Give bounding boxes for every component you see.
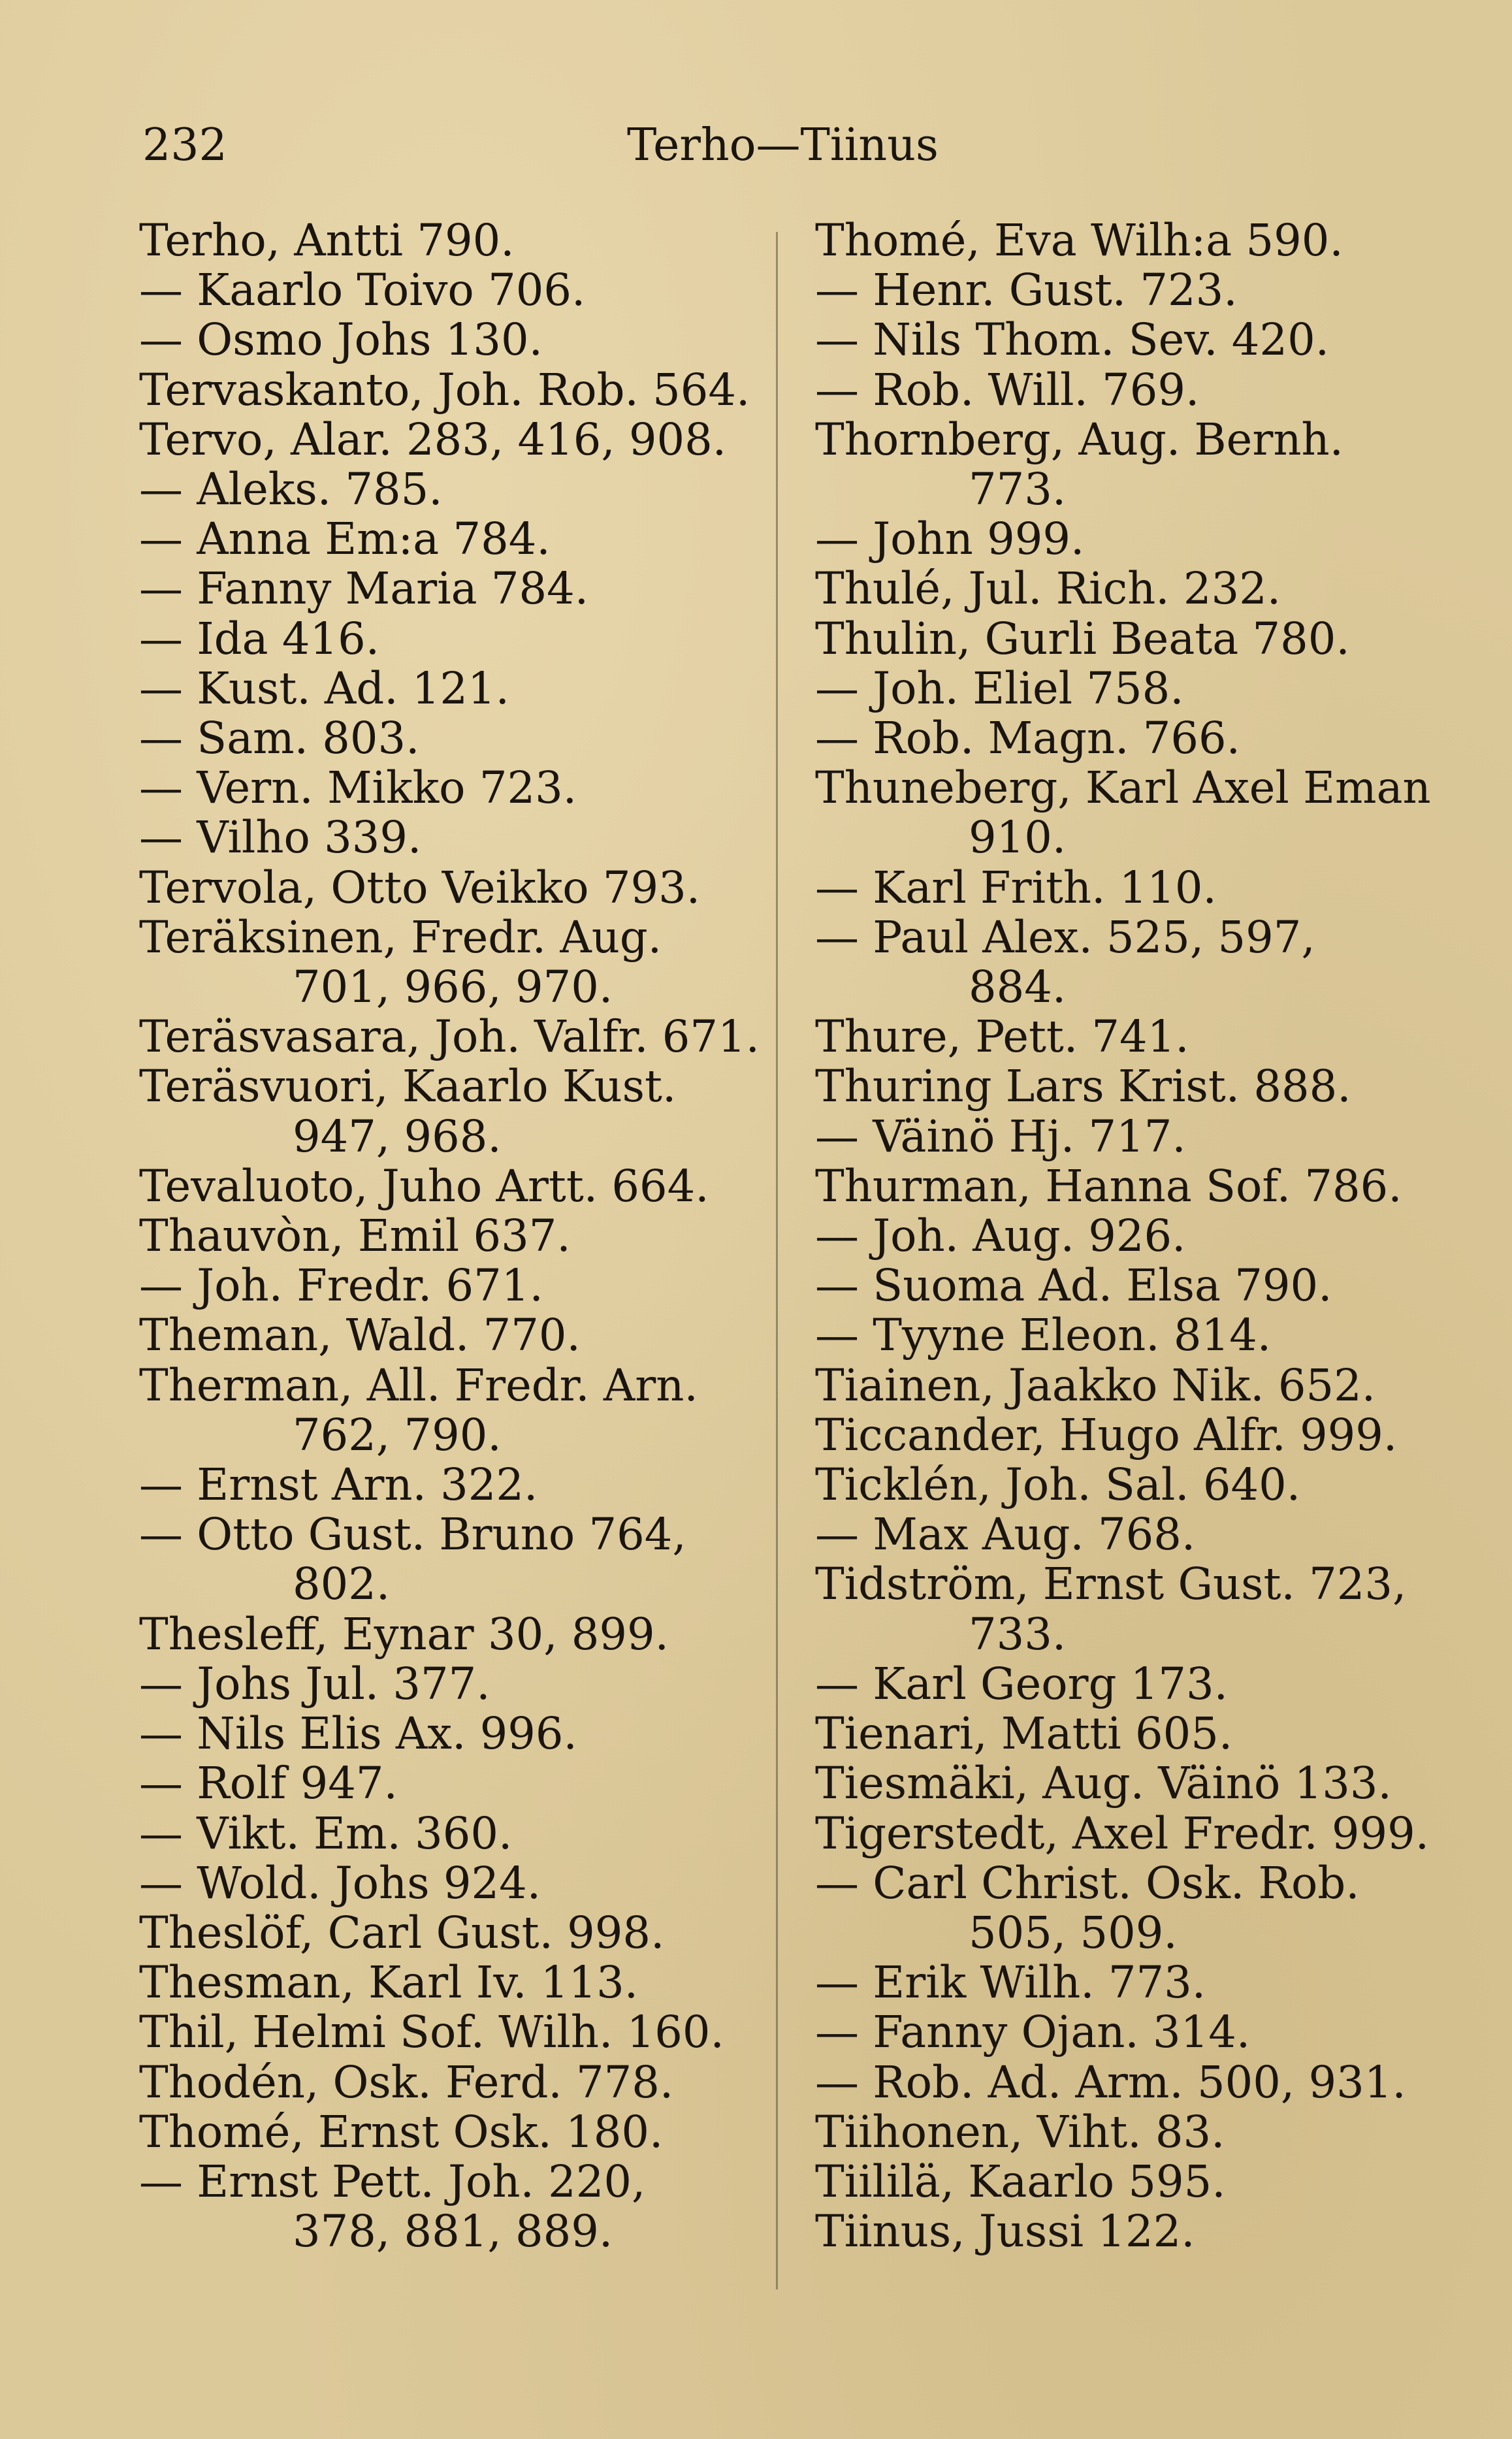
index-entry: Thauvòn, Emil 637. bbox=[139, 1210, 571, 1262]
index-entry: Teräsvasara, Joh. Valfr. 671. bbox=[139, 1011, 760, 1063]
index-entry: Teräsvuori, Kaarlo Kust. bbox=[139, 1061, 677, 1112]
index-entry: Tiililä, Kaarlo 595. bbox=[815, 2156, 1226, 2207]
index-entry: Tevaluoto, Juho Artt. 664. bbox=[139, 1160, 709, 1212]
index-entry: Tervo, Alar. 283, 416, 908. bbox=[139, 413, 727, 465]
index-entry: — Anna Em:a 784. bbox=[139, 513, 551, 565]
index-entry: Thomé, Ernst Osk. 180. bbox=[139, 2106, 664, 2157]
index-entry: — Suoma Ad. Elsa 790. bbox=[815, 1260, 1332, 1312]
index-entry: — Osmo Johs 130. bbox=[139, 314, 543, 366]
index-entry: Tiesmäki, Aug. Väinö 133. bbox=[815, 1758, 1392, 1809]
index-entry: — Tyyne Eleon. 814. bbox=[815, 1310, 1272, 1361]
index-entry: — Joh. Aug. 926. bbox=[815, 1210, 1186, 1262]
index-entry-continuation: 884. bbox=[969, 961, 1067, 1013]
index-entry: — Ernst Arn. 322. bbox=[139, 1459, 538, 1511]
index-entry: Ticklén, Joh. Sal. 640. bbox=[815, 1459, 1301, 1511]
index-entry: — Vikt. Em. 360. bbox=[139, 1807, 513, 1859]
index-entry: Tiainen, Jaakko Nik. 652. bbox=[815, 1359, 1376, 1411]
index-entry: Tidström, Ernst Gust. 723, bbox=[815, 1559, 1407, 1610]
index-entry: Tiinus, Jussi 122. bbox=[815, 2206, 1195, 2257]
index-entry: — Sam. 803. bbox=[139, 713, 420, 764]
index-entry: — Vilho 339. bbox=[139, 812, 422, 864]
index-column-right bbox=[815, 216, 1436, 2256]
index-entry: — Erik Wilh. 773. bbox=[815, 1957, 1206, 2009]
index-entry: Thornberg, Aug. Bernh. bbox=[815, 413, 1343, 465]
index-entry: Thodén, Osk. Ferd. 778. bbox=[139, 2056, 674, 2108]
index-entry: Thomé, Eva Wilh:a 590. bbox=[815, 215, 1343, 266]
index-entry: Teräksinen, Fredr. Aug. bbox=[139, 911, 662, 963]
index-entry: Tervola, Otto Veikko 793. bbox=[139, 862, 701, 913]
page-header bbox=[0, 116, 1512, 175]
index-entry: Thuring Lars Krist. 888. bbox=[815, 1061, 1351, 1112]
index-entry: Thuneberg, Karl Axel Eman bbox=[815, 762, 1431, 814]
index-entry: — Fanny Ojan. 314. bbox=[815, 2007, 1251, 2058]
index-entry: — Henr. Gust. 723. bbox=[815, 265, 1238, 316]
index-entry-continuation: 701, 966, 970. bbox=[293, 961, 613, 1013]
index-entry-continuation: 910. bbox=[969, 812, 1067, 864]
index-entry: — Carl Christ. Osk. Rob. bbox=[815, 1857, 1360, 1909]
index-entry: — Rob. Ad. Arm. 500, 931. bbox=[815, 2056, 1406, 2108]
index-entry: Ticcander, Hugo Alfr. 999. bbox=[815, 1409, 1398, 1461]
index-entry: Theman, Wald. 770. bbox=[139, 1310, 581, 1361]
index-entry: Tiihonen, Viht. 83. bbox=[815, 2106, 1225, 2157]
index-entry: Tigerstedt, Axel Fredr. 999. bbox=[815, 1807, 1430, 1859]
index-entry: — Joh. Eliel 758. bbox=[815, 662, 1184, 714]
running-head: Terho—Tiinus bbox=[627, 120, 939, 171]
index-entry: — Karl Georg 173. bbox=[815, 1658, 1228, 1709]
index-entry: Tienari, Matti 605. bbox=[815, 1708, 1233, 1760]
index-entry: — Paul Alex. 525, 597, bbox=[815, 911, 1315, 963]
index-entry-continuation: 378, 881, 889. bbox=[293, 2206, 613, 2257]
index-entry: Thulin, Gurli Beata 780. bbox=[815, 613, 1350, 664]
index-entry: Thil, Helmi Sof. Wilh. 160. bbox=[139, 2007, 724, 2058]
index-entry: — Ernst Pett. Joh. 220, bbox=[139, 2156, 646, 2207]
index-entry-continuation: 505, 509. bbox=[969, 1907, 1178, 1958]
index-entry: Terho, Antti 790. bbox=[139, 215, 515, 266]
index-entry: — Rolf 947. bbox=[139, 1758, 398, 1809]
index-entry-continuation: 773. bbox=[969, 464, 1067, 515]
index-entry: — Nils Thom. Sev. 420. bbox=[815, 314, 1329, 366]
index-entry: — Vern. Mikko 723. bbox=[139, 762, 577, 814]
index-entry: — Kust. Ad. 121. bbox=[139, 662, 509, 714]
index-entry: — Wold. Johs 924. bbox=[139, 1857, 541, 1909]
index-entry-continuation: 733. bbox=[969, 1608, 1067, 1660]
index-entry: Theslöf, Carl Gust. 998. bbox=[139, 1907, 665, 1958]
index-entry: Thesman, Karl Iv. 113. bbox=[139, 1957, 638, 2009]
index-entry-continuation: 947, 968. bbox=[293, 1110, 502, 1162]
index-entry: Therman, All. Fredr. Arn. bbox=[139, 1359, 698, 1411]
index-entry: — Max Aug. 768. bbox=[815, 1509, 1196, 1560]
index-entry: — Fanny Maria 784. bbox=[139, 563, 589, 615]
index-entry-continuation: 802. bbox=[293, 1559, 391, 1610]
index-column-left bbox=[139, 215, 760, 2257]
index-entry: — Aleks. 785. bbox=[139, 464, 443, 515]
index-entry: Tervaskanto, Joh. Rob. 564. bbox=[139, 364, 750, 415]
index-entry: — Väinö Hj. 717. bbox=[815, 1110, 1186, 1162]
index-entry-continuation: 762, 790. bbox=[293, 1409, 502, 1461]
index-entry: — Nils Elis Ax. 996. bbox=[139, 1708, 577, 1760]
index-entry: — Otto Gust. Bruno 764, bbox=[139, 1509, 686, 1560]
index-entry: Thulé, Jul. Rich. 232. bbox=[815, 563, 1281, 615]
index-entry: — Rob. Magn. 766. bbox=[815, 713, 1240, 764]
index-entry: Thure, Pett. 741. bbox=[815, 1011, 1189, 1063]
index-entry: — Joh. Fredr. 671. bbox=[139, 1260, 543, 1312]
index-entry: — John 999. bbox=[815, 513, 1085, 565]
index-entry: — Rob. Will. 769. bbox=[815, 364, 1200, 415]
index-entry: — Karl Frith. 110. bbox=[815, 862, 1217, 913]
index-entry: — Ida 416. bbox=[139, 613, 380, 664]
index-entry: Thurman, Hanna Sof. 786. bbox=[815, 1160, 1402, 1212]
page-number: 232 bbox=[142, 120, 227, 171]
index-entry: Thesleff, Eynar 30, 899. bbox=[139, 1608, 669, 1660]
index-entry: — Johs Jul. 377. bbox=[139, 1658, 491, 1709]
column-divider bbox=[776, 232, 778, 2289]
index-entry: — Kaarlo Toivo 706. bbox=[139, 265, 586, 316]
